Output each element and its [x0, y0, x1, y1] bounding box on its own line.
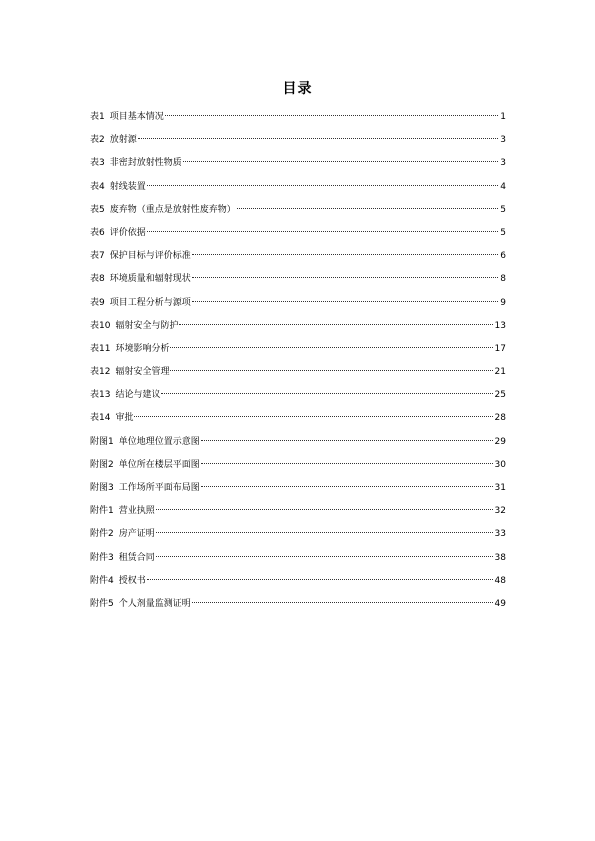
toc-entry-number: 表8: [90, 274, 105, 285]
toc-entry-number: 表3: [90, 158, 105, 169]
dot-leader: [138, 138, 499, 139]
toc-entry[interactable]: [90, 386, 506, 409]
toc-entry[interactable]: [90, 525, 506, 548]
toc-entry[interactable]: [90, 363, 506, 386]
toc-entry-label: [90, 409, 133, 427]
toc-entry[interactable]: [90, 340, 506, 363]
toc-entry-label: [90, 525, 155, 543]
toc-entry-label: [90, 317, 178, 335]
toc-entry[interactable]: [90, 131, 506, 154]
toc-entry-page: 5: [500, 227, 506, 238]
dot-leader: [147, 231, 499, 232]
toc-entry-text: 租赁合同: [118, 552, 155, 563]
toc-entry-text: 放射源: [109, 135, 137, 146]
toc-entry[interactable]: [90, 247, 506, 270]
toc-entry[interactable]: [90, 294, 506, 317]
dot-leader: [170, 347, 492, 348]
toc-entry-number: 表13: [90, 390, 111, 401]
toc-entry-label: [90, 595, 191, 613]
toc-entry-number: 附件4: [90, 575, 114, 586]
toc-entry-label: [90, 178, 146, 196]
toc-entry-number: 表4: [90, 181, 105, 192]
toc-entry-number: 表6: [90, 227, 105, 238]
toc-entry-page: 25: [494, 390, 506, 401]
toc-entry-label: [90, 224, 146, 242]
dot-leader: [147, 579, 493, 580]
toc-entry-label: [90, 108, 164, 126]
toc-entry-label: [90, 340, 169, 358]
toc-entry-page: 32: [494, 506, 506, 517]
toc-entry-label: [90, 131, 137, 149]
toc-entry-number: 附图3: [90, 483, 114, 493]
toc-entry-text: 辐射安全管理: [115, 367, 170, 378]
toc-entry-page: 3: [500, 158, 506, 169]
toc-entry-label: [90, 572, 146, 590]
toc-entry-page: 9: [500, 297, 506, 308]
toc-entry-number: 附图2: [90, 459, 114, 470]
toc-entry[interactable]: [90, 502, 506, 525]
dot-leader: [192, 602, 493, 603]
toc-entry-text: 审批: [115, 413, 134, 424]
toc-entry-page: 29: [494, 436, 506, 447]
dot-leader: [201, 486, 493, 487]
toc-entry-number: 表12: [90, 367, 111, 378]
dot-leader: [183, 161, 499, 162]
toc-entry-page: 30: [494, 459, 506, 470]
dot-leader: [192, 277, 499, 278]
toc-entry-number: 附件3: [90, 552, 114, 563]
toc-entry-text: 授权书: [118, 575, 146, 586]
toc-entry[interactable]: [90, 572, 506, 595]
toc-entry[interactable]: [90, 317, 506, 340]
dot-leader: [192, 301, 499, 302]
toc-entry-number: 附件1: [90, 506, 114, 517]
toc-entry-text: 射线装置: [109, 181, 146, 192]
toc-entry-label: [90, 294, 191, 312]
toc-entry[interactable]: [90, 270, 506, 293]
toc-entry-text: 个人剂量监测证明: [118, 598, 191, 609]
dot-leader: [161, 393, 492, 394]
dot-leader: [170, 370, 492, 371]
toc-entry-page: 28: [494, 413, 506, 424]
toc-entry-number: 附图1: [90, 436, 114, 447]
toc-entry-number: 表1: [90, 112, 105, 122]
toc-entry-text: 房产证明: [118, 529, 155, 540]
toc-entry-page: 3: [500, 135, 506, 146]
toc-entry-number: 表7: [90, 251, 105, 262]
toc-entry-number: 表9: [90, 297, 105, 308]
toc-entry-label: [90, 154, 182, 172]
dot-leader: [192, 254, 499, 255]
toc-entry-page: 21: [494, 367, 506, 378]
toc-entry-text: 非密封放射性物质: [109, 158, 182, 169]
toc-entry-label: [90, 479, 200, 497]
dot-leader: [156, 509, 493, 510]
toc-entry-page: 13: [494, 320, 506, 331]
toc-entry-label: [90, 386, 160, 404]
table-of-contents: [90, 108, 506, 618]
toc-entry-text: 项目工程分析与源项: [109, 297, 191, 308]
toc-entry[interactable]: [90, 154, 506, 177]
toc-entry-number: 附件2: [90, 529, 114, 540]
dot-leader: [156, 532, 493, 533]
toc-entry-page: 6: [500, 251, 506, 262]
toc-entry-label: [90, 456, 200, 474]
toc-entry-page: 4: [500, 181, 506, 192]
toc-entry-text: 单位所在楼层平面图: [118, 459, 200, 470]
toc-entry-label: [90, 270, 191, 288]
toc-entry-page: 49: [494, 598, 506, 609]
toc-entry-number: 表11: [90, 343, 111, 354]
toc-entry[interactable]: [90, 433, 506, 456]
page-title: 目录: [282, 81, 313, 97]
toc-entry-number: 表2: [90, 135, 105, 146]
dot-leader: [165, 115, 499, 116]
toc-entry-label: [90, 201, 236, 219]
toc-entry-page: 5: [500, 204, 506, 215]
dot-leader: [156, 556, 493, 557]
toc-entry-text: 环境质量和辐射现状: [109, 274, 191, 285]
dot-leader: [147, 185, 499, 186]
toc-entry-label: [90, 363, 169, 381]
toc-entry-number: 表5: [90, 204, 105, 215]
dot-leader: [134, 416, 492, 417]
toc-entry-label: [90, 549, 155, 567]
toc-entry[interactable]: [90, 178, 506, 201]
toc-entry-page: 33: [494, 529, 506, 540]
toc-entry-text: 单位地理位置示意图: [118, 436, 200, 447]
toc-entry-text: 评价依据: [109, 227, 146, 238]
toc-entry-text: 环境影响分析: [115, 343, 170, 354]
toc-entry-label: [90, 433, 200, 451]
toc-entry[interactable]: [90, 201, 506, 224]
toc-entry-text: 辐射安全与防护: [115, 320, 179, 331]
toc-entry[interactable]: [90, 409, 506, 432]
toc-entry-page: 8: [500, 274, 506, 285]
toc-entry-number: 表10: [90, 320, 111, 331]
toc-entry-page: 48: [494, 575, 506, 586]
toc-entry[interactable]: [90, 224, 506, 247]
dot-leader: [237, 208, 499, 209]
toc-entry[interactable]: [90, 456, 506, 479]
toc-entry-text: 保护目标与评价标准: [109, 251, 191, 262]
toc-entry-number: 表14: [90, 413, 111, 424]
toc-entry-text: 工作场所平面布局图: [118, 483, 200, 493]
toc-entry[interactable]: [90, 479, 506, 502]
toc-entry-text: 营业执照: [118, 506, 155, 517]
dot-leader: [179, 324, 492, 325]
toc-entry-text: 废弃物（重点是放射性废弃物）: [109, 204, 236, 215]
toc-entry-text: 结论与建议: [115, 390, 161, 401]
toc-entry-page: 38: [494, 552, 506, 563]
toc-entry-text: 项目基本情况: [109, 112, 164, 122]
toc-entry[interactable]: [90, 108, 506, 131]
toc-entry-page: 31: [494, 483, 506, 493]
toc-entry[interactable]: [90, 549, 506, 572]
toc-entry[interactable]: [90, 595, 506, 618]
dot-leader: [201, 440, 493, 441]
dot-leader: [201, 463, 493, 464]
toc-entry-page: 17: [494, 343, 506, 354]
toc-entry-label: [90, 502, 155, 520]
toc-entry-label: [90, 247, 191, 265]
toc-entry-page: 1: [500, 112, 506, 122]
toc-entry-number: 附件5: [90, 598, 114, 609]
